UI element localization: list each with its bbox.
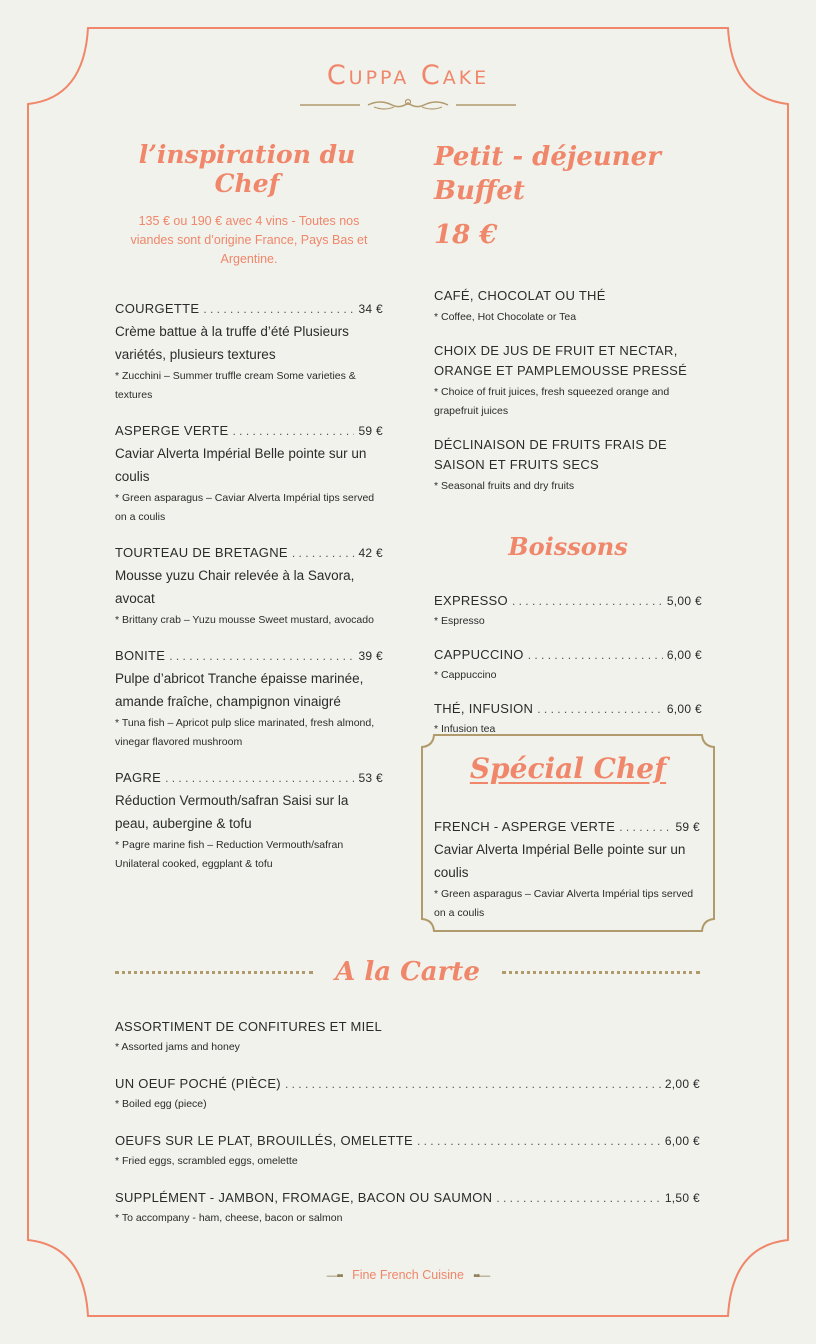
item-description: Mousse yuzu Chair relevée à la Savora, avocat (115, 568, 355, 606)
section-title-boissons: Boissons (508, 531, 628, 561)
item-name: OEUFS SUR LE PLAT, BROUILLÉS, OMELETTE (115, 1133, 413, 1148)
item-price: 6,00 € (664, 1134, 700, 1148)
item-price: 59 € (675, 820, 700, 834)
drink-item (434, 645, 702, 685)
item-price: 5,00 € (666, 593, 702, 608)
a-la-carte-section (115, 1017, 700, 1245)
buffet-item (434, 341, 702, 421)
item-price: 42 € (358, 546, 383, 560)
item-translation: * Infusion tea (434, 722, 496, 735)
dotted-divider (502, 971, 700, 974)
item-translation: * Zucchini – Summer truffle cream Some varieties & textures (115, 370, 356, 401)
footer-tagline: Fine French Cuisine (352, 1268, 464, 1282)
item-price: 6,00 € (666, 647, 702, 662)
carte-item (115, 1074, 700, 1114)
item-name: EXPRESSO (434, 592, 508, 608)
carte-heading (115, 957, 700, 987)
section-title-buffet: Petit - déjeuner Buffet (434, 142, 661, 206)
menu-item (115, 646, 383, 752)
chef-inspiration-section (115, 140, 383, 890)
menu-item (115, 768, 383, 874)
item-translation: * Boiled egg (piece) (115, 1098, 207, 1110)
item-translation: * Espresso (434, 614, 485, 627)
item-description: Caviar Alverta Impérial Belle pointe sur un coulis (434, 842, 686, 880)
menu-item (115, 299, 383, 405)
item-price: 1,50 € (664, 1191, 700, 1205)
item-translation: * Cappuccino (434, 668, 497, 681)
item-price: 39 € (358, 649, 383, 663)
special-chef-item (434, 817, 700, 923)
item-description: Pulpe d’abricot Tranche épaisse marinée, amande fraîche, champignon vinaigré (115, 671, 364, 709)
item-name: ASPERGE VERTE (115, 423, 229, 438)
item-description: Réduction Vermouth/safran Saisi sur la peau, aubergine & tofu (115, 793, 349, 831)
item-translation: * Pagre marine fish – Reduction Vermouth/safran Unilateral cooked, eggplant & tofu (115, 839, 344, 870)
buffet-item (434, 435, 702, 496)
item-translation: * Green asparagus – Caviar Alverta Impérial tips served on a coulis (434, 888, 694, 919)
item-name: CHOIX DE JUS DE FRUIT ET NECTAR, ORANGE ET PAMPLEMOUSSE PRESSÉ (434, 342, 688, 378)
item-price: 59 € (358, 424, 383, 438)
item-price: 2,00 € (664, 1077, 700, 1091)
carte-item (115, 1188, 700, 1228)
item-name: CAPPUCCINO (434, 646, 524, 662)
item-price: 6,00 € (666, 701, 702, 716)
ornament-left-icon: —▪▪ (326, 1270, 343, 1282)
item-name: CAFÉ, CHOCOLAT OU THÉ (434, 288, 606, 303)
section-title-carte: A la Carte (335, 957, 480, 987)
carte-item (115, 1017, 700, 1057)
brand-name: Cuppa Cake (326, 60, 490, 91)
item-name: PAGRE (115, 770, 162, 785)
section-title-chef: l’inspiration du Chef (138, 140, 356, 198)
footer (0, 1268, 816, 1282)
item-name: FRENCH - ASPERGE VERTE (434, 819, 616, 834)
menu-item (115, 421, 383, 527)
item-translation: * Seasonal fruits and dry fruits (434, 479, 575, 492)
item-translation: * Fried eggs, scrambled eggs, omelette (115, 1155, 298, 1167)
flourish-ornament-icon (300, 97, 516, 113)
carte-item (115, 1131, 700, 1171)
item-translation: * Assorted jams and honey (115, 1041, 240, 1053)
item-name: TOURTEAU DE BRETAGNE (115, 545, 288, 560)
item-translation: * Choice of fruit juices, fresh squeezed orange and grapefruit juices (434, 385, 670, 417)
item-translation: * To accompany - ham, cheese, bacon or salmon (115, 1212, 343, 1224)
ornament-right-icon: ▪▪— (473, 1270, 490, 1282)
section-title-special-chef: Spécial Chef (469, 752, 667, 785)
item-translation: * Tuna fish – Apricot pulp slice marinated, fresh almond, vinegar flavored mushroom (115, 717, 375, 748)
buffet-item (434, 286, 702, 327)
dotted-divider (115, 971, 313, 974)
item-name: THÉ, INFUSION (434, 700, 534, 716)
item-name: DÉCLINAISON DE FRUITS FRAIS DE SAISON ET FRUITS SECS (434, 436, 667, 472)
item-name: COURGETTE (115, 301, 200, 316)
breakfast-buffet-section (434, 140, 702, 753)
item-name: UN OEUF POCHÉ (PIÈCE) (115, 1076, 281, 1091)
item-price: 53 € (358, 771, 383, 785)
menu-header (0, 60, 816, 113)
buffet-price: 18 € (434, 220, 498, 250)
drink-item (434, 591, 702, 631)
item-description: Crème battue à la truffe d’été Plusieurs variétés, plusieurs textures (115, 324, 349, 362)
item-translation: * Green asparagus – Caviar Alverta Impérial tips served on a coulis (115, 492, 375, 523)
drink-item (434, 699, 702, 739)
menu-item (115, 543, 383, 630)
item-translation: * Coffee, Hot Chocolate or Tea (434, 310, 577, 323)
item-name: SUPPLÉMENT - JAMBON, FROMAGE, BACON OU SAUMON (115, 1190, 493, 1205)
item-name: BONITE (115, 648, 166, 663)
item-description: Caviar Alverta Impérial Belle pointe sur un coulis (115, 446, 367, 484)
item-translation: * Brittany crab – Yuzu mousse Sweet mustard, avocado (115, 614, 374, 626)
item-name: ASSORTIMENT DE CONFITURES ET MIEL (115, 1019, 383, 1034)
price-note: 135 € ou 190 € avec 4 vins - Toutes nos viandes sont d’origine France, Pays Bas et Argentine. (130, 214, 368, 266)
item-price: 34 € (358, 302, 383, 316)
